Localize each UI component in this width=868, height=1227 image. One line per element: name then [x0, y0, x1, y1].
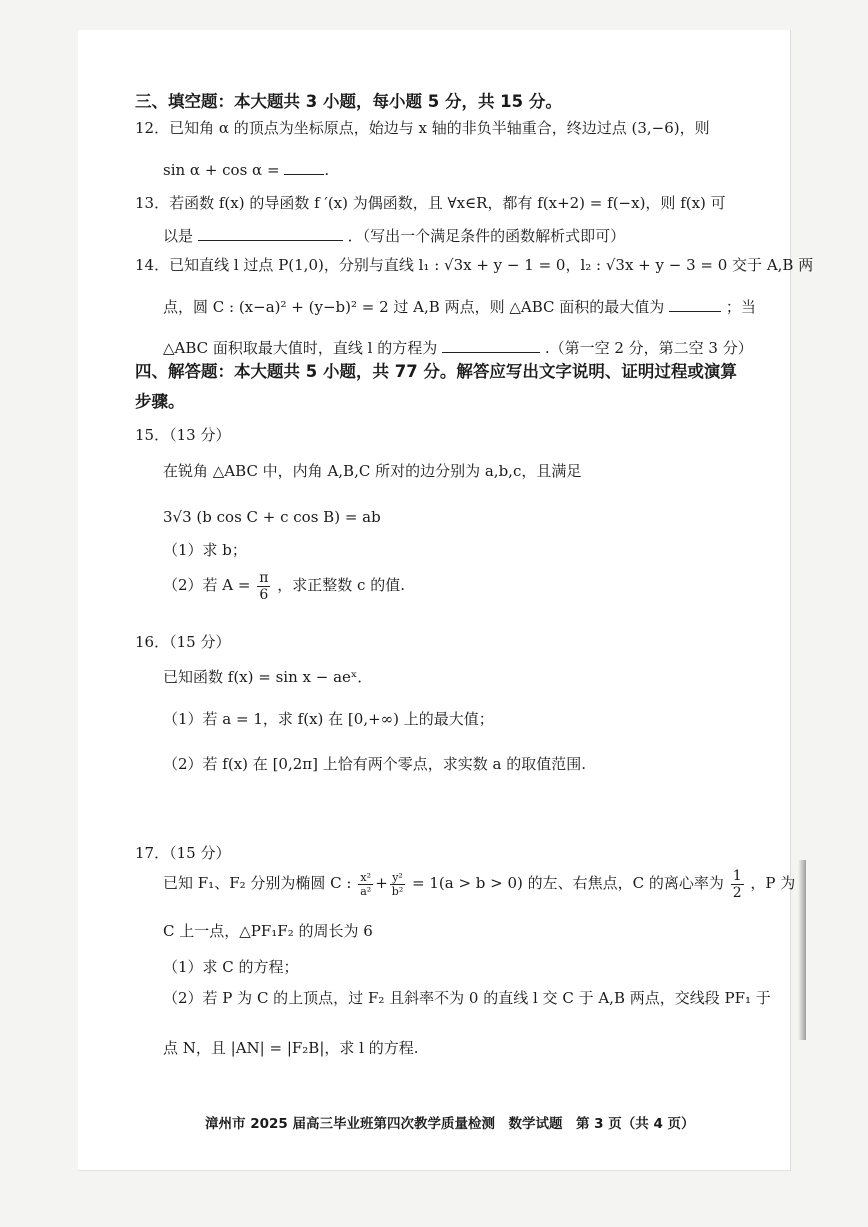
q17-stem-line2: C 上一点，△PF₁F₂ 的周长为 6 [163, 922, 373, 940]
q17-eccentricity-numerator: 1 [732, 867, 742, 884]
section-answer-title-line2: 步骤。 [135, 392, 185, 411]
q17-ellipse-fraction-x [358, 871, 373, 898]
q12-line1: 12．已知角 α 的顶点为坐标原点，始边与 x 轴的非负半轴重合，终边过点 (3,−6)，则 [135, 119, 710, 137]
q17-stem-end: ，P 为 [750, 874, 796, 892]
q14-answer-blank-1 [669, 299, 721, 312]
q13-line2 [163, 226, 625, 246]
q17-ellipse-y-numerator: y² [390, 871, 405, 885]
q12-expression: sin α + cos α = [163, 161, 280, 179]
q17-ellipse-x-denominator: a² [360, 884, 372, 898]
q16-part1: （1）若 a = 1，求 f(x) 在 [0,+∞) 上的最大值； [163, 710, 494, 728]
q16-part2: （2）若 f(x) 在 [0,2π] 上恰有两个零点，求实数 a 的取值范围. [163, 755, 586, 773]
q15-fraction [257, 570, 270, 603]
q15-fraction-numerator: π [259, 569, 269, 586]
q16-header: 16．（15 分） [135, 633, 231, 651]
scan-shadow [798, 860, 806, 1040]
q17-part2-line2: 点 N，且 |AN| = |F₂B|，求 l 的方程. [163, 1039, 419, 1057]
q17-eccentricity-denominator: 2 [732, 884, 742, 901]
q15-header: 15．（13 分） [135, 426, 231, 444]
q14-line1: 14．已知直线 l 过点 P(1,0)，分别与直线 l₁ : √3x + y − 1 = 0，l₂ : √3x + y − 3 = 0 交于 A,B 两 [135, 256, 814, 274]
section-answer-title-line1: 四、解答题：本大题共 5 小题，共 77 分。解答应写出文字说明、证明过程或演算 [135, 362, 737, 381]
q15-stem: 在锐角 △ABC 中，内角 A,B,C 所对的边分别为 a,b,c，且满足 [163, 462, 582, 480]
q15-part2 [163, 566, 405, 604]
q14-line2 [163, 297, 756, 317]
q16-stem: 已知函数 f(x) = sin x − aeˣ． [163, 668, 373, 686]
q15-fraction-denominator: 6 [259, 586, 269, 603]
q17-ellipse-y-denominator: b² [391, 884, 404, 898]
q12-line2: sin α + cos α = . [163, 161, 330, 179]
q17-stem-start: 已知 F₁、F₂ 分别为椭圆 C : [163, 874, 352, 892]
q15-part1: （1）求 b； [163, 541, 247, 559]
q14-line3 [163, 338, 753, 358]
q15-part2-start: （2）若 A = [163, 576, 251, 594]
q17-part2-line1: （2）若 P 为 C 的上顶点，过 F₂ 且斜率不为 0 的直线 l 交 C 于 A,B 两点，交线段 PF₁ 于 [163, 989, 771, 1007]
q14-line2-start: 点，圆 C : (x−a)² + (y−b)² = 2 过 A,B 两点，则 △ABC 面积的最大值为 [163, 298, 665, 316]
q17-stem-middle: = 1(a > b > 0) 的左、右焦点，C 的离心率为 [412, 874, 724, 892]
q14-line2-end: ；当 [725, 298, 756, 316]
q13-line2-end: ．（写出一个满足条件的函数解析式即可） [347, 227, 626, 245]
q15-equation: 3√3 (b cos C + c cos B) = ab [163, 508, 381, 526]
q13-answer-blank [198, 228, 343, 241]
page-footer: 漳州市 2025 届高三毕业班第四次教学质量检测 数学试题 第 3 页（共 4 页） [205, 1116, 695, 1132]
q17-ellipse-x-numerator: x² [358, 871, 373, 885]
q12-answer-blank [284, 162, 324, 175]
section-fill-in-title: 三、填空题：本大题共 3 小题，每小题 5 分，共 15 分。 [135, 92, 562, 111]
q13-line1: 13．若函数 f(x) 的导函数 f ′(x) 为偶函数，且 ∀x∈R，都有 f(x+2) = f(−x)，则 f(x) 可 [135, 194, 726, 212]
q17-eccentricity-fraction [731, 868, 744, 901]
q14-line3-start: △ABC 面积取最大值时，直线 l 的方程为 [163, 339, 438, 357]
q17-part1: （1）求 C 的方程； [163, 958, 299, 976]
q17-stem-line1 [163, 864, 795, 902]
q13-line2-start: 以是 [163, 227, 194, 245]
q17-header: 17．（15 分） [135, 844, 231, 862]
q14-line3-end: .（第一空 2 分，第二空 3 分） [544, 339, 753, 357]
q17-ellipse-plus: + [375, 874, 388, 892]
q17-ellipse-fraction-y [390, 871, 405, 898]
q14-answer-blank-2 [442, 340, 540, 353]
q15-part2-end: ，求正整数 c 的值. [277, 576, 405, 594]
